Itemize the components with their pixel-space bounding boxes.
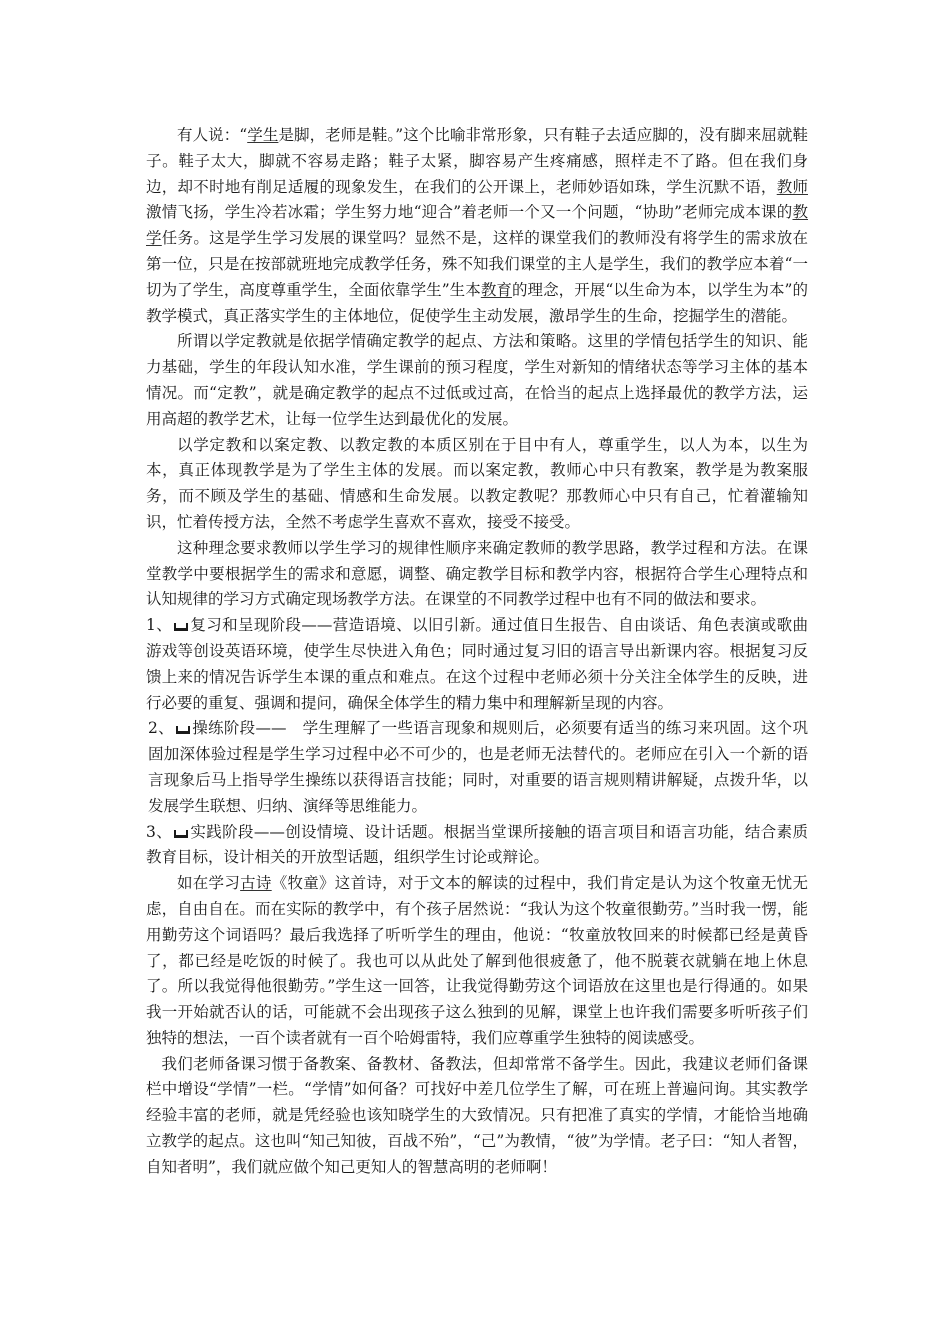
text-run: 如在学习 bbox=[177, 874, 241, 893]
link-xuesheng[interactable]: 学生 bbox=[247, 126, 279, 144]
link-jiaoxue[interactable]: 教学 bbox=[146, 203, 808, 248]
bullet-icon bbox=[174, 623, 188, 631]
bullet-icon bbox=[174, 830, 188, 838]
text-run: 激情飞扬，学生冷若冰霜；学生努力地“迎合”着老师一个又一个问题，“协助”老师完成本课的 bbox=[146, 203, 793, 222]
step-practice bbox=[146, 716, 808, 819]
text-run: 有人说：“ bbox=[177, 126, 248, 144]
paragraph-definition: 所谓以学定教就是依据学情确定教学的起点、方法和策略。这里的学情包括学生的知识、能力基础，学生的年段认知水准，学生课前的预习程度，学生对新知的情绪状态等学习主体的基本情况。而“定教”，就是确定教学的起点不过低或过高，在恰当的起点上选择最优的教学方法，运用高超的教学艺术，让每一位学生达到最优化的发展。 bbox=[146, 332, 808, 428]
paragraph-comparison: 以学定教和以案定教、以教定教的本质区别在于目中有人，尊重学生，以人为本，以生为本，真正体现教学是为了学生主体的发展。而以案定教，教师心中只有教案，教学是为教案服务，而不顾及学生的基础、情感和生命发展。以教定教呢？那教师心中只有自己，忙着灌输知识，忙着传授方法，全然不考虑学生喜欢不喜欢，接受不接受。 bbox=[146, 435, 808, 531]
text-run: 《牧童》这首诗，对于文本的解读的过程中，我们肯定是认为这个牧童无忧无虑，自由自在。而在实际的教学中，有个孩子居然说：“我认为这个牧童很勤劳。”当时我一愣，能用勤劳这个词语吗？最后我选择了听听学生的理由，他说：“牧童放牧回来的时候都已经是黄昏了，都已经是吃饭的时候了。我也可以从此处了解到他很疲惫了，他不脱蓑衣就躺在地上休息了。所以我觉得他很勤劳。”学生这一回答，让我觉得勤劳这个词语放在这里也是行得通的。如果我一开始就否认的话，可能就不会出现孩子这么独到的见解，课堂上也许我们需要多听听孩子们独特的想法，一百个读者就有一百个哈姆雷特，我们应尊重学生独特的阅读感受。 bbox=[146, 874, 808, 1047]
link-jiaoyu[interactable]: 教育 bbox=[480, 280, 512, 299]
paragraph-example bbox=[146, 871, 808, 1052]
paragraph-requirements: 这种理念要求教师以学生学习的规律性顺序来确定教师的教学思路，教学过程和方法。在课堂教学中要根据学生的需求和意愿，调整、确定教学目标和教学内容，根据符合学生心理特点和认知规律的学习方式确定现场教学方法。在课堂的不同教学过程中也有不同的做法和要求。 bbox=[146, 538, 808, 609]
paragraph-intro bbox=[146, 123, 808, 329]
step-number: 3、 bbox=[146, 822, 173, 841]
step-number: 2、 bbox=[148, 719, 174, 738]
link-jiaoshi[interactable]: 教师 bbox=[776, 177, 808, 196]
step-number: 1、 bbox=[146, 616, 173, 635]
step-text: 实践阶段——创设情境、设计话题。根据当堂课所接触的语言项目和语言功能，结合素质教育目标，设计相关的开放型话题，组织学生讨论或辩论。 bbox=[146, 822, 808, 867]
bullet-icon bbox=[176, 726, 190, 734]
step-text: 复习和呈现阶段——营造语境、以旧引新。通过值日生报告、自由谈话、角色表演或歌曲游戏等创设英语环境，使学生尽快进入角色；同时通过复习旧的语言导出新课内容。根据复习反馈上来的情况告诉学生本课的重点和难点。在这个过程中老师必须十分关注全体学生的反映，进行必要的重复、强调和提问，确保全体学生的精力集中和理解新呈现的内容。 bbox=[146, 616, 808, 712]
step-application bbox=[146, 820, 808, 872]
step-review bbox=[146, 613, 808, 716]
text-run: 的理念，开展“以生命为本，以学生为本”的教学模式，真正落实学生的主体地位，促使学生主动发展，激昂学生的生命，挖掘学生的潜能。 bbox=[146, 280, 808, 325]
text-run: 是脚，老师是鞋。”这个比喻非常形象，只有鞋子去适应脚的，没有脚来屈就鞋子。鞋子太大，脚就不容易走路；鞋子太紧，脚容易产生疼痛感，照样走不了路。但在我们身边，却不时地有削足适履的现象发生，在我们的公开课上，老师妙语如珠，学生沉默不语， bbox=[146, 126, 808, 196]
text-run: 任务。这是学生学习发展的课堂吗？显然不是，这样的课堂我们的教师没有将学生的需求放在第一位，只是在按部就班地完成教学任务，殊不知我们课堂的主人是学生，我们的教学应本着“一切为了学生，高度尊重学生，全面依靠学生”生本 bbox=[146, 229, 808, 299]
paragraph-conclusion: 我们老师备课习惯于备教案、备教材、备教法，但却常常不备学生。因此，我建议老师们备课栏中增设“学情”一栏。“学情”如何备？可找好中差几位学生了解，可在班上普遍问询。其实教学经验丰富的老师，就是凭经验也该知晓学生的大致情况。只有把准了真实的学情，才能恰当地确立教学的起点。这也叫“知己知彼，百战不殆”，“己”为教情，“彼”为学情。老子曰：“知人者智，自知者明”，我们就应做个知己更知人的智慧高明的老师啊！ bbox=[146, 1054, 808, 1176]
link-gushi[interactable]: 古诗 bbox=[240, 874, 272, 893]
step-text: 操练阶段—— 学生理解了一些语言现象和规则后，必须要有适当的练习来巩固。这个巩固加深体验过程是学生学习过程中必不可少的，也是老师无法替代的。老师应在引入一个新的语言现象后马上指导学生操练以获得语言技能；同时，对重要的语言规则精讲解疑，点拨升华，以发展学生联想、归纳、演绎等思维能力。 bbox=[148, 719, 808, 815]
document-page bbox=[146, 123, 808, 1181]
